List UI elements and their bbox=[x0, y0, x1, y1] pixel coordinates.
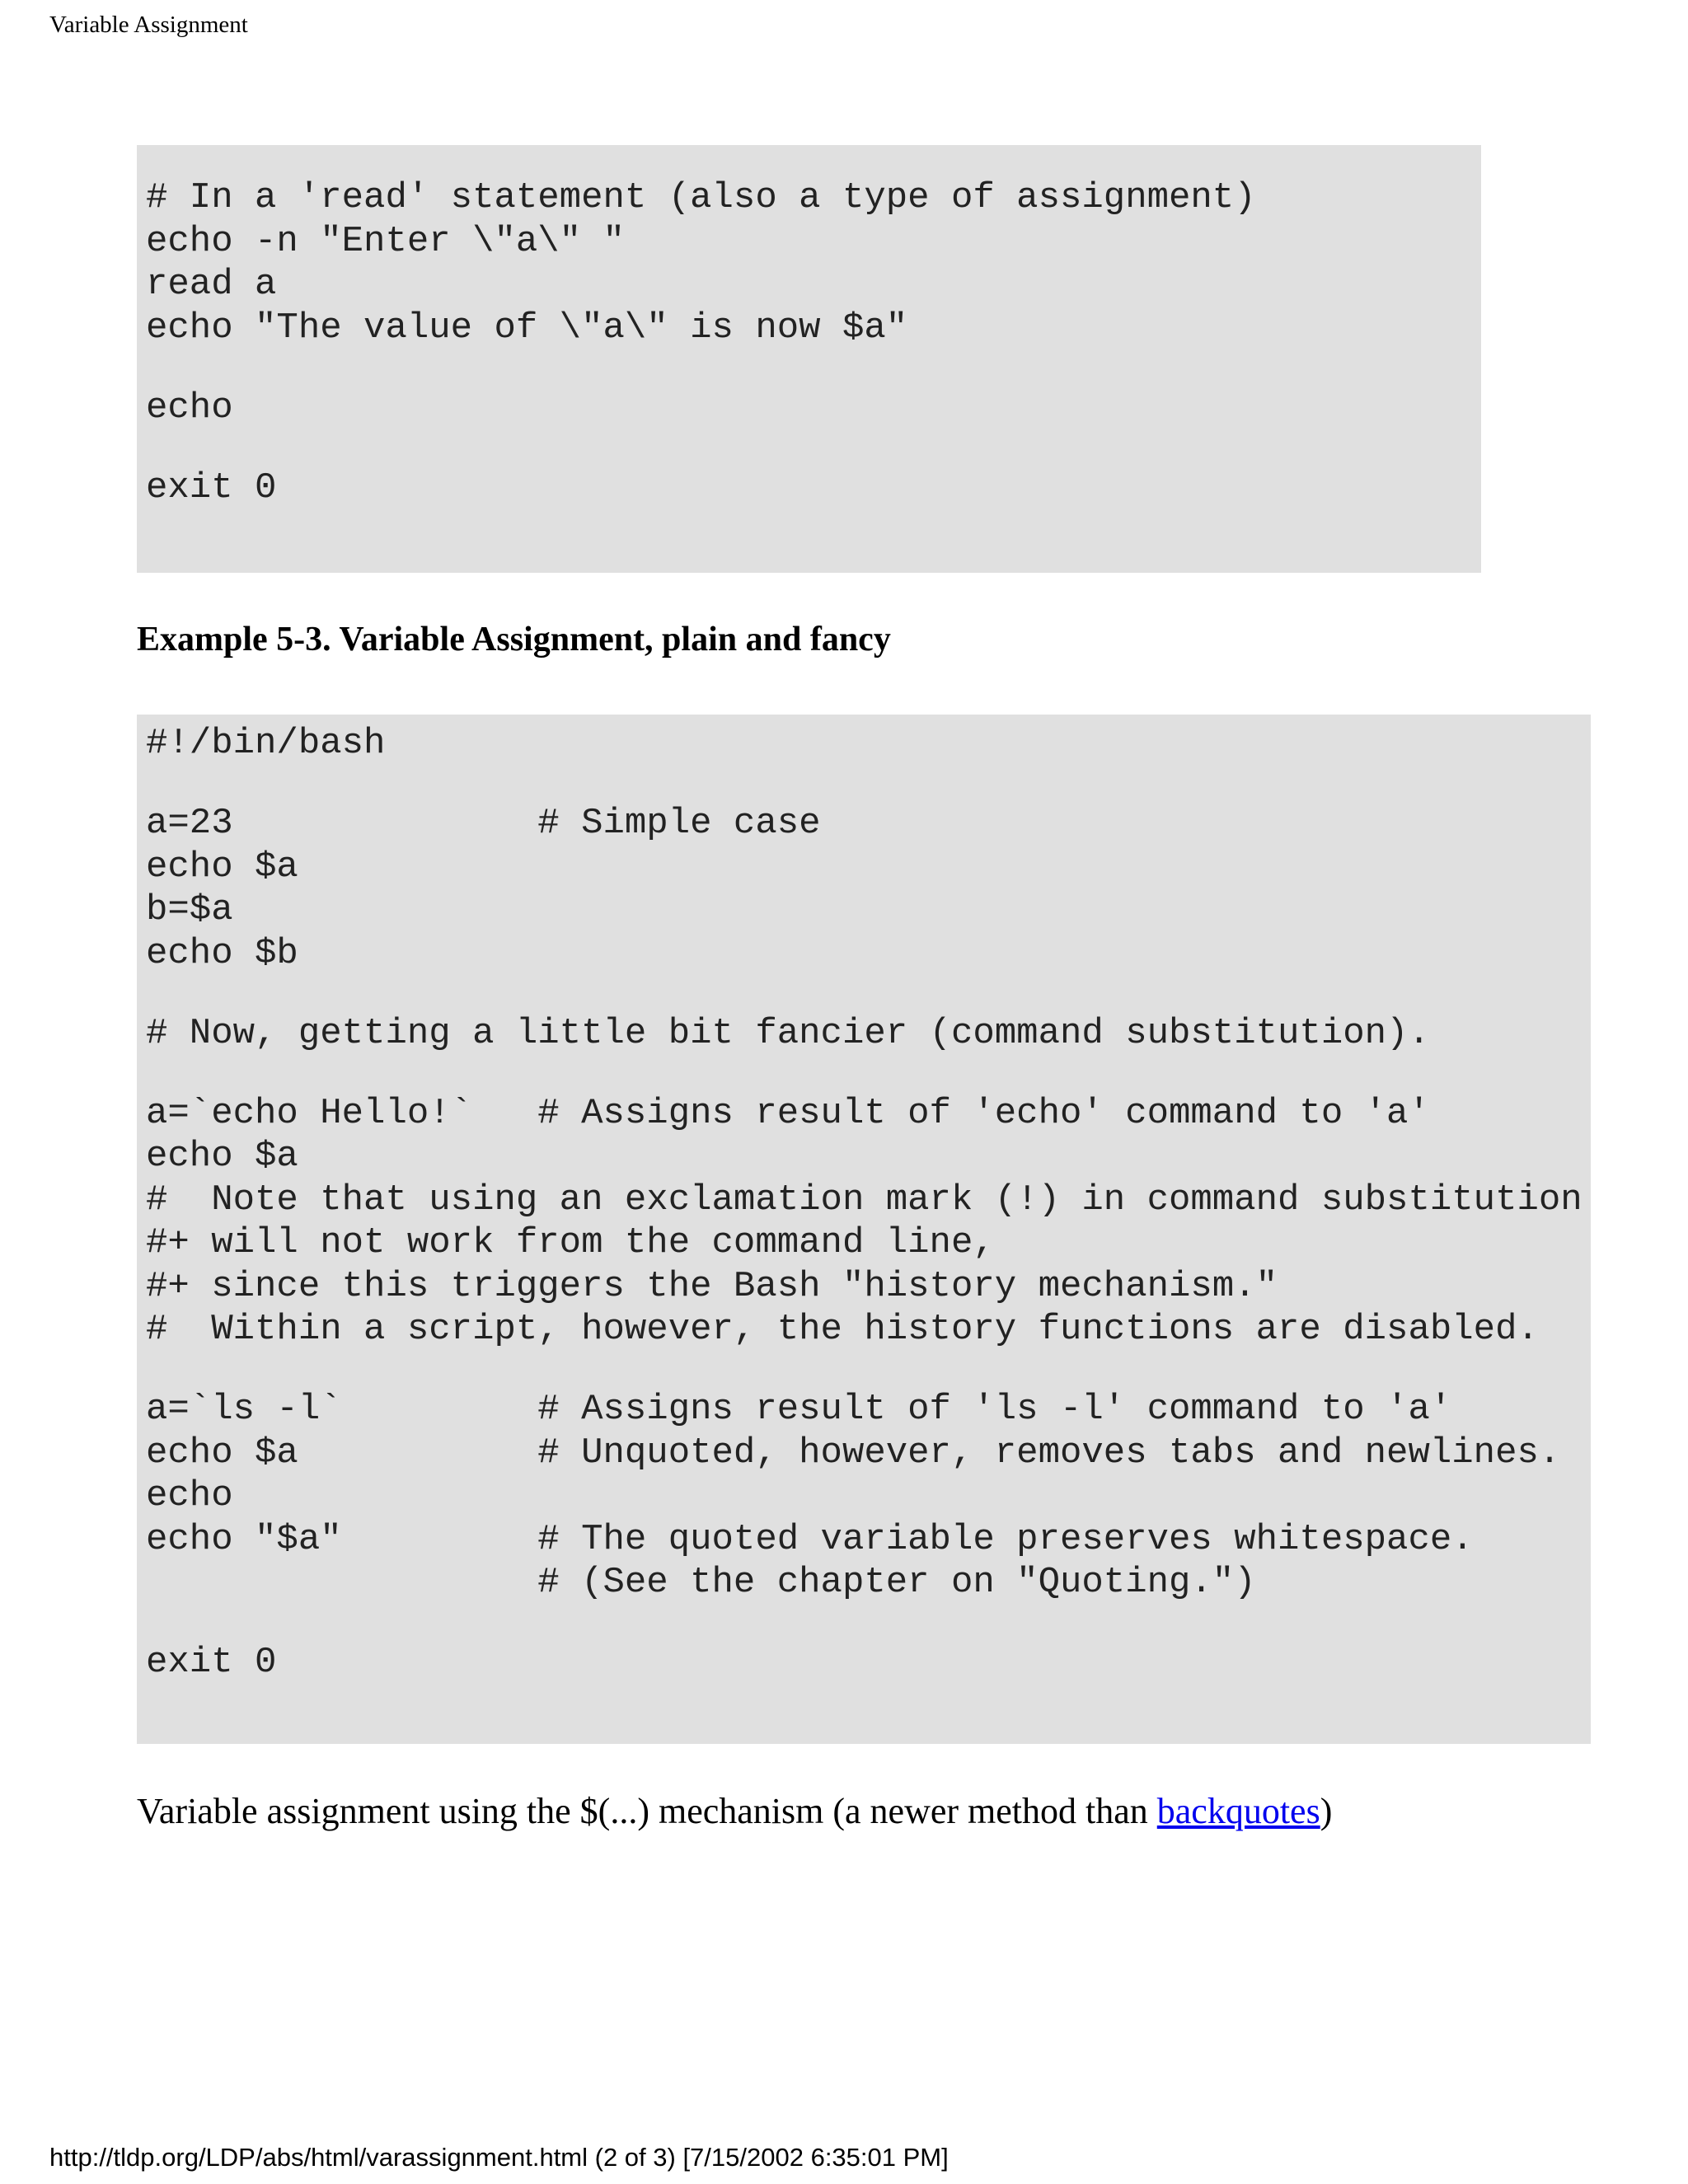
code-line: a=`ls -l` # Assigns result of 'ls -l' command to 'a' bbox=[146, 1389, 1452, 1430]
code-line: echo $b bbox=[146, 932, 298, 974]
code-line: echo bbox=[146, 1475, 233, 1516]
code-line: echo -n "Enter \"a\" " bbox=[146, 220, 625, 262]
code-blank-line bbox=[146, 766, 1591, 803]
backquotes-link[interactable]: backquotes bbox=[1156, 1791, 1320, 1831]
code-line: b=$a bbox=[146, 889, 233, 930]
paragraph-text-end: ) bbox=[1320, 1791, 1333, 1831]
code-line: # Note that using an exclamation mark (!) in command substitution bbox=[146, 1179, 1582, 1221]
code-line: exit 0 bbox=[146, 1642, 277, 1683]
paragraph-text: Variable assignment using the $(...) mechanism (a newer method than bbox=[137, 1791, 1157, 1831]
code-blank-line bbox=[146, 1352, 1591, 1389]
code-blank-line bbox=[146, 1605, 1591, 1642]
code-line: #+ will not work from the command line, bbox=[146, 1222, 995, 1263]
example-title: Example 5-3. Variable Assignment, plain and fancy bbox=[137, 621, 891, 658]
code-line: # In a 'read' statement (also a type of assignment) bbox=[146, 177, 1256, 218]
code-line: echo bbox=[146, 387, 233, 429]
code-line: # (See the chapter on "Quoting.") bbox=[146, 1562, 1256, 1603]
code-line: echo $a bbox=[146, 846, 298, 888]
code-line: echo $a # Unquoted, however, removes tabs and newlines. bbox=[146, 1432, 1561, 1474]
code-blank-line bbox=[146, 349, 1481, 387]
code-block-read-example bbox=[137, 145, 1481, 573]
code-line: echo $a bbox=[146, 1136, 298, 1177]
code-line: a=`echo Hello!` # Assigns result of 'echo' command to 'a' bbox=[146, 1092, 1430, 1134]
code-blank-line bbox=[146, 429, 1481, 466]
code-line: echo "The value of \"a\" is now $a" bbox=[146, 307, 908, 349]
code-block-example-5-3 bbox=[137, 715, 1591, 1744]
code-blank-line bbox=[146, 975, 1591, 1012]
code-line: # Now, getting a little bit fancier (command substitution). bbox=[146, 1012, 1430, 1054]
code-line: #!/bin/bash bbox=[146, 723, 386, 764]
code-blank-line bbox=[146, 1055, 1591, 1092]
code-line: a=23 # Simple case bbox=[146, 803, 821, 844]
body-paragraph bbox=[137, 1785, 1332, 1838]
page-footer-url: http://tldp.org/LDP/abs/html/varassignment.html (2 of 3) [7/15/2002 6:35:01 PM] bbox=[49, 2143, 949, 2172]
code-line: echo "$a" # The quoted variable preserves whitespace. bbox=[146, 1518, 1474, 1560]
code-line: exit 0 bbox=[146, 466, 277, 509]
page-header-title: Variable Assignment bbox=[49, 12, 248, 38]
code-line: # Within a script, however, the history functions are disabled. bbox=[146, 1309, 1539, 1350]
code-line: #+ since this triggers the Bash "history mechanism." bbox=[146, 1265, 1278, 1307]
code-line: read a bbox=[146, 264, 277, 305]
